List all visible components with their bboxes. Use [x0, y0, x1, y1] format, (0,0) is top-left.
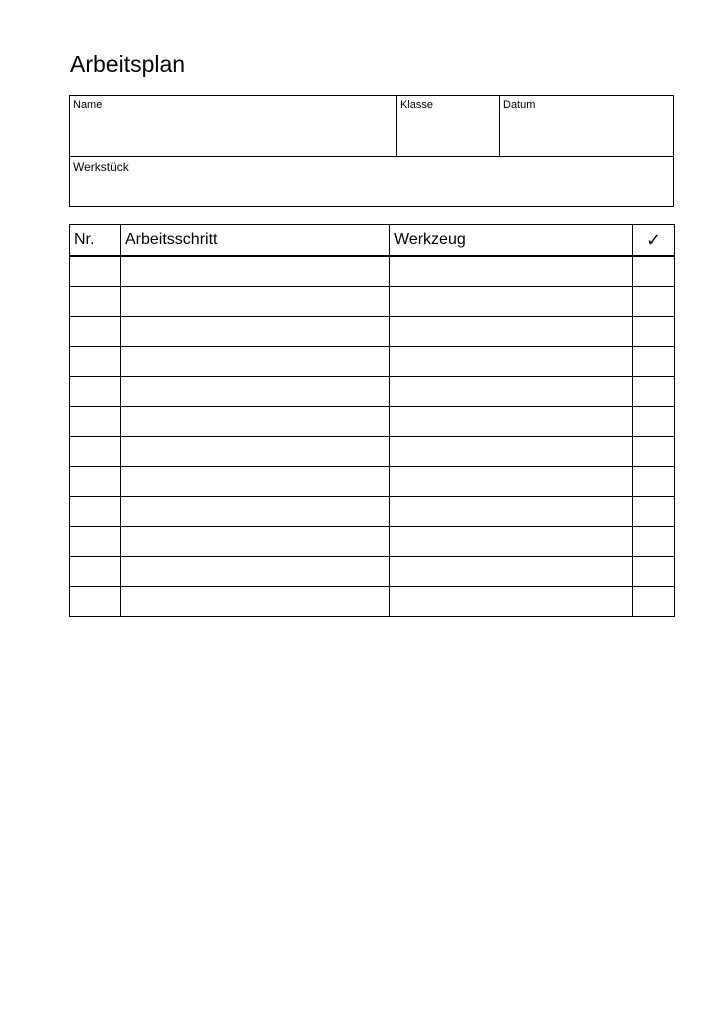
table-row: [70, 287, 675, 317]
werkzeug-cell[interactable]: [390, 317, 633, 347]
table-row: [70, 497, 675, 527]
werkzeug-cell[interactable]: [390, 467, 633, 497]
nr-cell[interactable]: [70, 317, 121, 347]
arbeitsschritt-cell[interactable]: [121, 347, 390, 377]
werkzeug-cell[interactable]: [390, 377, 633, 407]
klasse-label: Klasse: [400, 99, 434, 111]
werkzeug-cell[interactable]: [390, 437, 633, 467]
column-header-nr: Nr.: [70, 225, 121, 257]
table-row: [70, 317, 675, 347]
check-cell[interactable]: [633, 587, 675, 617]
werkzeug-cell[interactable]: [390, 557, 633, 587]
nr-cell[interactable]: [70, 347, 121, 377]
nr-cell[interactable]: [70, 287, 121, 317]
check-cell[interactable]: [633, 437, 675, 467]
arbeitsschritt-cell[interactable]: [121, 256, 390, 287]
werkzeug-cell[interactable]: [390, 527, 633, 557]
page-title: Arbeitsplan: [70, 51, 186, 77]
work-plan-table: [69, 224, 675, 617]
arbeitsschritt-cell[interactable]: [121, 467, 390, 497]
werkstueck-field[interactable]: [70, 156, 673, 206]
table-row: [70, 467, 675, 497]
check-cell[interactable]: [633, 557, 675, 587]
nr-cell[interactable]: [70, 557, 121, 587]
table-row: [70, 437, 675, 467]
table-row: [70, 527, 675, 557]
table-row: [70, 256, 675, 287]
check-cell[interactable]: [633, 407, 675, 437]
klasse-field[interactable]: [397, 96, 500, 156]
table-body: [70, 256, 675, 617]
student-info-box: [69, 95, 674, 207]
check-cell[interactable]: [633, 377, 675, 407]
check-cell[interactable]: [633, 347, 675, 377]
datum-field[interactable]: [500, 96, 673, 156]
check-cell[interactable]: [633, 467, 675, 497]
arbeitsschritt-cell[interactable]: [121, 527, 390, 557]
werkzeug-cell[interactable]: [390, 256, 633, 287]
table-row: [70, 407, 675, 437]
arbeitsschritt-cell[interactable]: [121, 287, 390, 317]
werkzeug-cell[interactable]: [390, 287, 633, 317]
nr-cell[interactable]: [70, 587, 121, 617]
column-header-werkzeug: Werkzeug: [390, 225, 633, 257]
table-row: [70, 557, 675, 587]
arbeitsschritt-cell[interactable]: [121, 497, 390, 527]
table-row: [70, 347, 675, 377]
nr-cell[interactable]: [70, 256, 121, 287]
check-cell[interactable]: [633, 256, 675, 287]
datum-label: Datum: [503, 99, 536, 111]
table-row: [70, 377, 675, 407]
name-label: Name: [73, 99, 103, 111]
werkzeug-cell[interactable]: [390, 497, 633, 527]
table-row: [70, 587, 675, 617]
check-cell[interactable]: [633, 527, 675, 557]
check-cell[interactable]: [633, 287, 675, 317]
werkzeug-cell[interactable]: [390, 407, 633, 437]
table-header-row: [70, 225, 675, 257]
column-header-check: ✓: [633, 225, 675, 257]
arbeitsschritt-cell[interactable]: [121, 557, 390, 587]
nr-cell[interactable]: [70, 497, 121, 527]
nr-cell[interactable]: [70, 527, 121, 557]
werkzeug-cell[interactable]: [390, 587, 633, 617]
nr-cell[interactable]: [70, 437, 121, 467]
nr-cell[interactable]: [70, 377, 121, 407]
arbeitsschritt-cell[interactable]: [121, 437, 390, 467]
werkzeug-cell[interactable]: [390, 347, 633, 377]
werkstueck-label: Werkstück: [73, 160, 129, 174]
arbeitsschritt-cell[interactable]: [121, 317, 390, 347]
nr-cell[interactable]: [70, 407, 121, 437]
arbeitsschritt-cell[interactable]: [121, 587, 390, 617]
column-header-arbeitsschritt: Arbeitsschritt: [121, 225, 390, 257]
student-info-row: [70, 96, 673, 157]
arbeitsschritt-cell[interactable]: [121, 377, 390, 407]
check-cell[interactable]: [633, 317, 675, 347]
name-field[interactable]: [70, 96, 397, 156]
check-cell[interactable]: [633, 497, 675, 527]
arbeitsschritt-cell[interactable]: [121, 407, 390, 437]
nr-cell[interactable]: [70, 467, 121, 497]
